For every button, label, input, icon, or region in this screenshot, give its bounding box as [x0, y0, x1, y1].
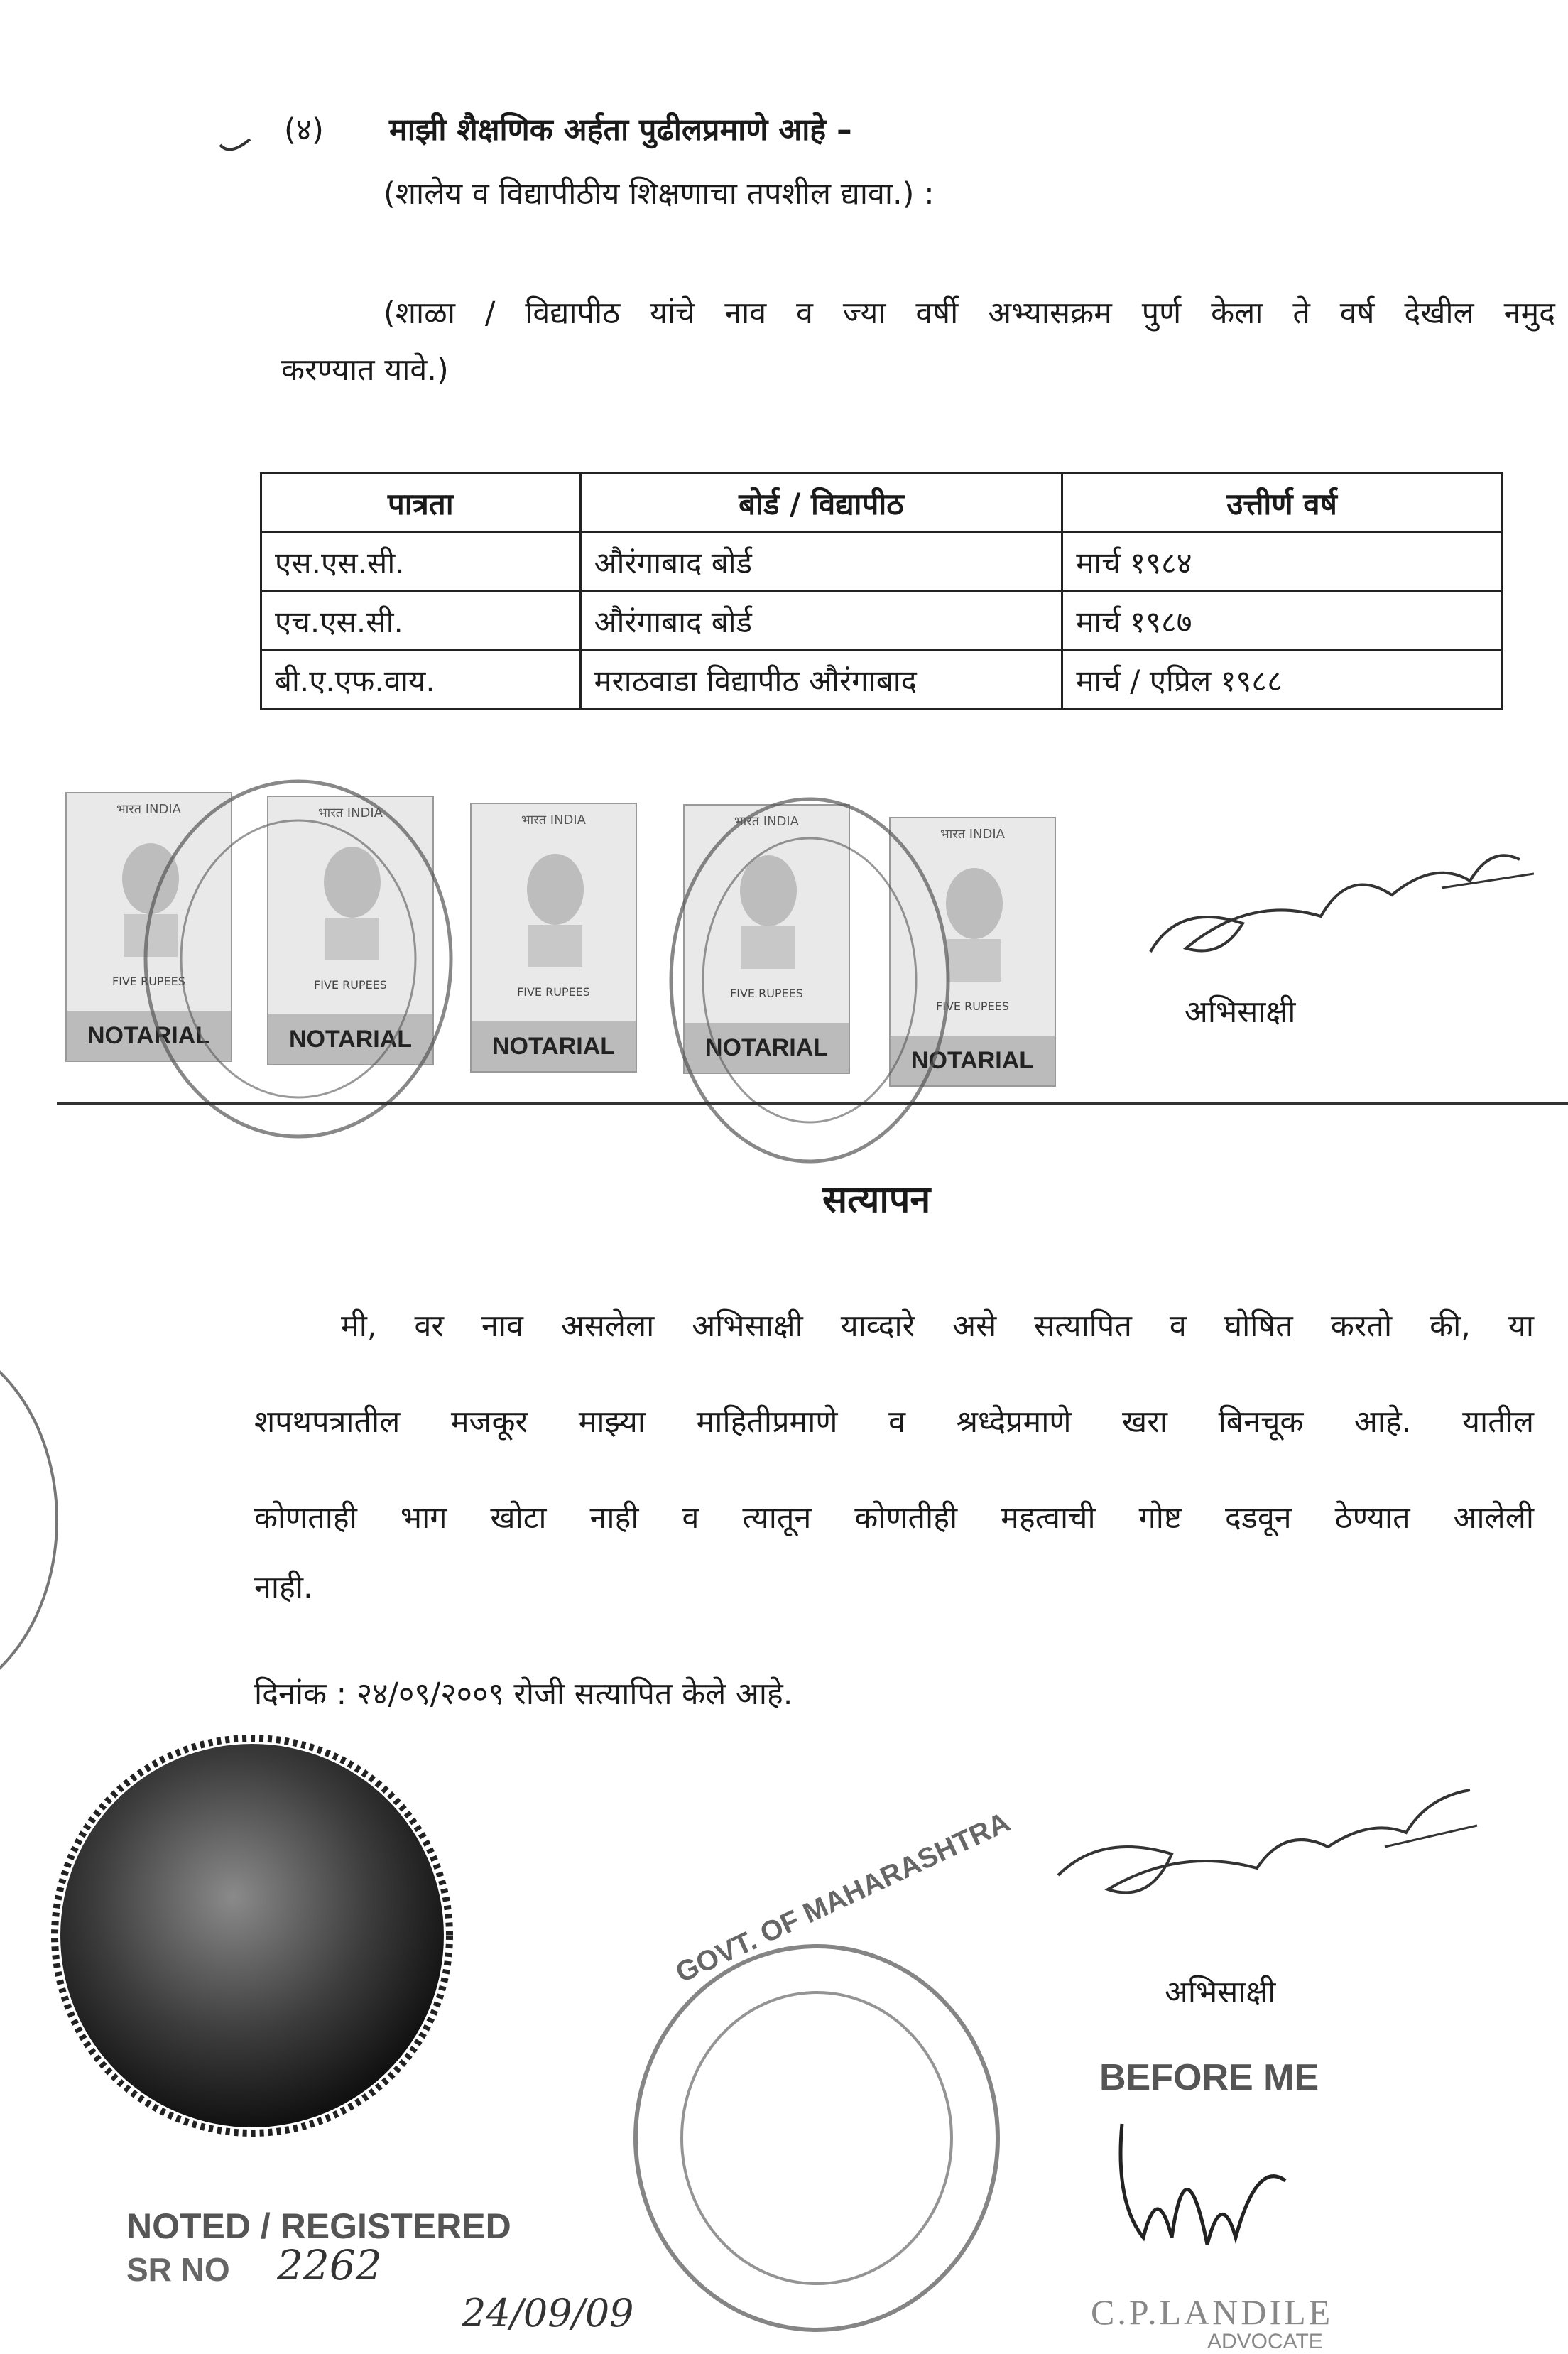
- stamp-label: NOTARIAL: [891, 1036, 1055, 1085]
- table-header-cell: उत्तीर्ण वर्ष: [1062, 474, 1502, 533]
- table-row: [261, 651, 1502, 710]
- stamp-value-text: FIVE RUPEES: [730, 987, 803, 1000]
- seal-text: GOVT. OF MAHARASHTRA: [671, 1806, 1015, 1989]
- round-seal-icon: [128, 767, 469, 1151]
- partial-seal-icon: [0, 1321, 64, 1719]
- verification-line4: नाही.: [254, 1570, 313, 1605]
- stamp-label: NOTARIAL: [685, 1023, 849, 1073]
- table-row: [261, 533, 1502, 592]
- stamp-value-text: FIVE RUPEES: [314, 978, 387, 992]
- section-check-mark: [217, 135, 253, 166]
- registration-label: NOTED / REGISTERED: [126, 2206, 511, 2246]
- verification-line3: कोणताही भाग खोटा नाही व त्यातून कोणतीही महत्वाची गोष्ट दडवून ठेण्यात आलेली: [254, 1500, 1534, 1536]
- advocate-title: ADVOCATE: [1207, 2330, 1323, 2353]
- table-cell: औरंगाबाद बोर्ड: [580, 592, 1062, 651]
- table-cell: मार्च / एप्रिल १९८८: [1062, 651, 1502, 710]
- emblem-icon: [500, 840, 610, 982]
- qualification-table: [260, 472, 1503, 710]
- before-me-stamp: BEFORE ME: [1099, 2057, 1319, 2098]
- table-cell: मार्च १९८४: [1062, 533, 1502, 592]
- table-cell: बी.ए.एफ.वाय.: [261, 651, 581, 710]
- deponent-label: अभिसाक्षी: [1185, 994, 1296, 1030]
- stamp-country-text: भारत INDIA: [116, 802, 181, 817]
- table-cell: एच.एस.सी.: [261, 592, 581, 651]
- table-cell: औरंगाबाद बोर्ड: [580, 533, 1062, 592]
- round-seal-icon: [660, 781, 959, 1179]
- section-heading: माझी शैक्षणिक अर्हता पुढीलप्रमाणे आहे –: [389, 112, 852, 148]
- table-cell: मराठवाडा विद्यापीठ औरंगाबाद: [580, 651, 1062, 710]
- table-header-row: [261, 474, 1502, 533]
- signature-image: [1136, 817, 1534, 980]
- stamp-label: NOTARIAL: [472, 1021, 636, 1071]
- table-row: [261, 592, 1502, 651]
- registration-date: 24/09/09: [462, 2291, 634, 2336]
- deponent-label: अभिसाक्षी: [1165, 1975, 1276, 2010]
- table-header-cell: बोर्ड / विद्यापीठ: [580, 474, 1062, 533]
- stamp-label: NOTARIAL: [67, 1011, 231, 1061]
- section-subheading: (शालेय व विद्यापीठीय शिक्षणाचा तपशील द्यावा.) :: [383, 176, 935, 212]
- stamp-value-text: FIVE RUPEES: [517, 985, 590, 999]
- govt-seal-icon: [618, 1932, 1016, 2344]
- table-header-cell: पात्रता: [261, 474, 581, 533]
- notarial-stamp: [470, 803, 637, 1073]
- notary-signature-image: [1094, 2095, 1307, 2280]
- table-cell: मार्च १९८७: [1062, 592, 1502, 651]
- verification-line1: मी, वर नाव असलेला अभिसाक्षी याव्दारे असे सत्यापित व घोषित करतो की, या: [341, 1308, 1534, 1344]
- verification-title: सत्यापन: [822, 1178, 931, 1221]
- advocate-name: C.P.LANDILE: [1091, 2292, 1334, 2332]
- stamp-value-text: FIVE RUPEES: [112, 975, 185, 988]
- registration-sr-label: SR NO: [126, 2251, 230, 2288]
- section-note-line1: (शाळा / विद्यापीठ यांचे नाव व ज्या वर्षी अभ्यासक्रम पुर्ण केला ते वर्ष देखील नमुद: [383, 295, 1555, 331]
- stamp-country-text: भारत INDIA: [318, 806, 383, 820]
- embossed-seal-icon: [50, 1733, 454, 2138]
- stamp-value-text: FIVE RUPEES: [936, 999, 1009, 1013]
- stamp-country-text: भारत INDIA: [734, 814, 799, 829]
- stamp-country-text: भारत INDIA: [940, 827, 1005, 842]
- divider: [57, 1102, 1568, 1105]
- section-note-line2: करण्यात यावे.): [281, 352, 449, 388]
- verification-date: दिनांक : २४/०९/२००९ रोजी सत्यापित केले आहे.: [254, 1676, 793, 1712]
- signature-image: [1044, 1769, 1484, 1932]
- verification-line2: शपथपत्रातील मजकूर माझ्या माहितीप्रमाणे व श्रध्देप्रमाणे खरा बिनचूक आहे. यातील: [254, 1404, 1534, 1440]
- stamp-country-text: भारत INDIA: [521, 813, 586, 828]
- stamp-label: NOTARIAL: [268, 1014, 432, 1064]
- table-cell: एस.एस.सी.: [261, 533, 581, 592]
- section-number: (४): [284, 112, 324, 148]
- registration-sr-number: 2262: [277, 2241, 382, 2289]
